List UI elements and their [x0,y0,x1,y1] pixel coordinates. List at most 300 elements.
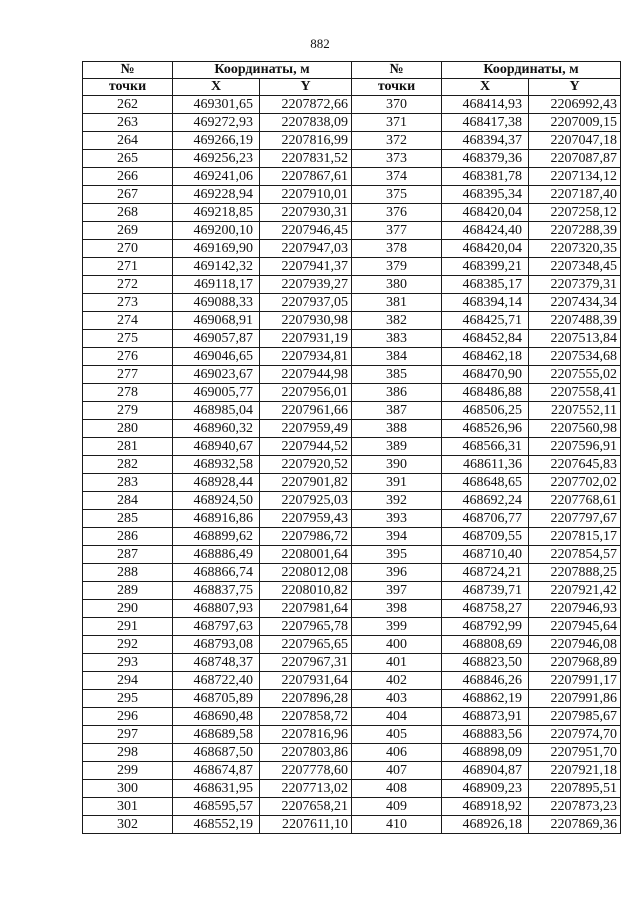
table-row [83,744,621,762]
y-value-right: 2206992,43 [529,96,621,114]
point-number-left: 265 [83,150,173,168]
y-value-right: 2207895,51 [529,780,621,798]
x-value-left: 468674,87 [173,762,260,780]
y-value-left: 2207961,66 [260,402,352,420]
y-value-left: 2207939,27 [260,276,352,294]
point-number-right: 386 [352,384,442,402]
header-row-top [83,62,621,79]
x-value-left: 469088,33 [173,294,260,312]
y-value-right: 2207951,70 [529,744,621,762]
point-number-left: 275 [83,330,173,348]
y-value-left: 2207944,98 [260,366,352,384]
point-number-left: 269 [83,222,173,240]
x-value-right: 468452,84 [442,330,529,348]
point-number-right: 405 [352,726,442,744]
point-number-left: 293 [83,654,173,672]
point-number-right: 410 [352,816,442,834]
header-y-left: Y [260,79,352,96]
point-number-right: 396 [352,564,442,582]
x-value-left: 468985,04 [173,402,260,420]
point-number-right: 385 [352,366,442,384]
x-value-right: 468506,25 [442,402,529,420]
table-row [83,708,621,726]
y-value-left: 2207959,43 [260,510,352,528]
point-number-right: 408 [352,780,442,798]
table-row [83,438,621,456]
y-value-left: 2207981,64 [260,600,352,618]
y-value-right: 2207873,23 [529,798,621,816]
x-value-right: 468486,88 [442,384,529,402]
point-number-left: 292 [83,636,173,654]
table-row [83,474,621,492]
y-value-left: 2207965,78 [260,618,352,636]
x-value-right: 468420,04 [442,204,529,222]
point-number-left: 278 [83,384,173,402]
x-value-right: 468385,17 [442,276,529,294]
y-value-right: 2207991,86 [529,690,621,708]
table-row [83,240,621,258]
point-number-left: 299 [83,762,173,780]
x-value-right: 468918,92 [442,798,529,816]
point-number-left: 289 [83,582,173,600]
point-number-left: 270 [83,240,173,258]
point-number-right: 384 [352,348,442,366]
y-value-left: 2207986,72 [260,528,352,546]
table-row [83,546,621,564]
x-value-right: 468710,40 [442,546,529,564]
x-value-left: 469200,10 [173,222,260,240]
point-number-right: 374 [352,168,442,186]
x-value-right: 468724,21 [442,564,529,582]
point-number-right: 382 [352,312,442,330]
y-value-right: 2207945,64 [529,618,621,636]
y-value-left: 2207930,31 [260,204,352,222]
y-value-right: 2207854,57 [529,546,621,564]
table-row [83,204,621,222]
y-value-right: 2207134,12 [529,168,621,186]
point-number-left: 268 [83,204,173,222]
table-row [83,528,621,546]
point-number-right: 375 [352,186,442,204]
y-value-left: 2207872,66 [260,96,352,114]
x-value-left: 468886,49 [173,546,260,564]
point-number-left: 294 [83,672,173,690]
x-value-right: 468425,71 [442,312,529,330]
point-number-right: 394 [352,528,442,546]
y-value-left: 2207965,65 [260,636,352,654]
x-value-right: 468462,18 [442,348,529,366]
x-value-right: 468926,18 [442,816,529,834]
y-value-right: 2207991,17 [529,672,621,690]
x-value-left: 468807,93 [173,600,260,618]
y-value-left: 2207803,86 [260,744,352,762]
table-row [83,600,621,618]
y-value-left: 2207941,37 [260,258,352,276]
x-value-right: 468379,36 [442,150,529,168]
point-number-left: 284 [83,492,173,510]
point-number-left: 279 [83,402,173,420]
y-value-right: 2207815,17 [529,528,621,546]
x-value-left: 468748,37 [173,654,260,672]
header-y-right: Y [529,79,621,96]
table-body [83,96,621,834]
x-value-left: 468552,19 [173,816,260,834]
x-value-right: 468566,31 [442,438,529,456]
x-value-right: 468862,19 [442,690,529,708]
header-row-bottom [83,79,621,96]
x-value-left: 468690,48 [173,708,260,726]
x-value-left: 468932,58 [173,456,260,474]
y-value-right: 2207968,89 [529,654,621,672]
x-value-left: 469301,65 [173,96,260,114]
y-value-right: 2207869,36 [529,816,621,834]
x-value-left: 469256,23 [173,150,260,168]
y-value-right: 2207921,18 [529,762,621,780]
y-value-right: 2207552,11 [529,402,621,420]
table-row [83,690,621,708]
point-number-left: 297 [83,726,173,744]
x-value-left: 468916,86 [173,510,260,528]
y-value-left: 2207611,10 [260,816,352,834]
point-number-right: 388 [352,420,442,438]
x-value-left: 468595,57 [173,798,260,816]
point-number-left: 273 [83,294,173,312]
x-value-left: 469228,94 [173,186,260,204]
table-row [83,384,621,402]
point-number-left: 291 [83,618,173,636]
y-value-left: 2207946,45 [260,222,352,240]
table-row [83,798,621,816]
point-number-left: 264 [83,132,173,150]
point-number-right: 370 [352,96,442,114]
header-x-right: X [442,79,529,96]
point-number-right: 380 [352,276,442,294]
x-value-right: 468424,40 [442,222,529,240]
y-value-left: 2207816,99 [260,132,352,150]
point-number-right: 391 [352,474,442,492]
table-row [83,186,621,204]
y-value-right: 2207558,41 [529,384,621,402]
point-number-left: 290 [83,600,173,618]
y-value-right: 2207009,15 [529,114,621,132]
point-number-right: 409 [352,798,442,816]
table-row [83,654,621,672]
point-number-right: 399 [352,618,442,636]
x-value-right: 468470,90 [442,366,529,384]
x-value-left: 469118,17 [173,276,260,294]
point-number-right: 406 [352,744,442,762]
x-value-right: 468648,65 [442,474,529,492]
x-value-left: 468687,50 [173,744,260,762]
x-value-right: 468706,77 [442,510,529,528]
y-value-left: 2207956,01 [260,384,352,402]
x-value-left: 469142,32 [173,258,260,276]
table-row [83,348,621,366]
x-value-left: 468928,44 [173,474,260,492]
x-value-right: 468823,50 [442,654,529,672]
table-row [83,330,621,348]
point-number-right: 371 [352,114,442,132]
table-row [83,114,621,132]
y-value-left: 2207947,03 [260,240,352,258]
point-number-right: 390 [352,456,442,474]
y-value-left: 2207931,19 [260,330,352,348]
x-value-right: 468395,34 [442,186,529,204]
header-point-label-left: точки [83,79,173,96]
x-value-left: 469005,77 [173,384,260,402]
page-number: 882 [310,36,330,51]
y-value-right: 2207320,35 [529,240,621,258]
table-row [83,222,621,240]
x-value-right: 468417,38 [442,114,529,132]
point-number-right: 395 [352,546,442,564]
table-row [83,582,621,600]
x-value-right: 468898,09 [442,744,529,762]
y-value-right: 2207645,83 [529,456,621,474]
table-row [83,618,621,636]
x-value-left: 468866,74 [173,564,260,582]
header-coordinates-left: Координаты, м [173,62,352,79]
table-row [83,564,621,582]
table-row [83,816,621,834]
y-value-left: 2207925,03 [260,492,352,510]
table-row [83,132,621,150]
y-value-right: 2207348,45 [529,258,621,276]
x-value-right: 468611,36 [442,456,529,474]
point-number-left: 271 [83,258,173,276]
y-value-left: 2207930,98 [260,312,352,330]
y-value-left: 2207831,52 [260,150,352,168]
table-row [83,294,621,312]
y-value-right: 2207768,61 [529,492,621,510]
x-value-right: 468420,04 [442,240,529,258]
table-row [83,366,621,384]
y-value-right: 2207888,25 [529,564,621,582]
table-row [83,276,621,294]
point-number-right: 402 [352,672,442,690]
point-number-right: 404 [352,708,442,726]
x-value-left: 468960,32 [173,420,260,438]
point-number-right: 397 [352,582,442,600]
x-value-left: 468722,40 [173,672,260,690]
table-row [83,402,621,420]
point-number-right: 398 [352,600,442,618]
x-value-right: 468739,71 [442,582,529,600]
header-point-label-right: точки [352,79,442,96]
x-value-right: 468692,24 [442,492,529,510]
x-value-right: 468414,93 [442,96,529,114]
point-number-right: 372 [352,132,442,150]
y-value-right: 2207534,68 [529,348,621,366]
point-number-right: 403 [352,690,442,708]
coordinates-table [82,61,621,834]
point-number-right: 389 [352,438,442,456]
table-row [83,780,621,798]
header-coordinates-right: Координаты, м [442,62,621,79]
y-value-right: 2207974,70 [529,726,621,744]
x-value-left: 468899,62 [173,528,260,546]
y-value-right: 2207985,67 [529,708,621,726]
y-value-right: 2207513,84 [529,330,621,348]
header-point-number-left: № [83,62,173,79]
point-number-left: 274 [83,312,173,330]
x-value-right: 468873,91 [442,708,529,726]
point-number-left: 302 [83,816,173,834]
y-value-right: 2207946,08 [529,636,621,654]
point-number-right: 373 [352,150,442,168]
point-number-left: 295 [83,690,173,708]
table-row [83,96,621,114]
x-value-left: 469068,91 [173,312,260,330]
table-row [83,672,621,690]
y-value-left: 2207816,96 [260,726,352,744]
y-value-left: 2207778,60 [260,762,352,780]
y-value-left: 2207944,52 [260,438,352,456]
x-value-left: 468631,95 [173,780,260,798]
y-value-left: 2207934,81 [260,348,352,366]
x-value-left: 468689,58 [173,726,260,744]
point-number-right: 407 [352,762,442,780]
point-number-right: 381 [352,294,442,312]
point-number-left: 282 [83,456,173,474]
x-value-left: 469272,93 [173,114,260,132]
point-number-right: 401 [352,654,442,672]
x-value-left: 469169,90 [173,240,260,258]
point-number-right: 377 [352,222,442,240]
y-value-left: 2208010,82 [260,582,352,600]
x-value-left: 468793,08 [173,636,260,654]
y-value-right: 2207258,12 [529,204,621,222]
x-value-left: 468837,75 [173,582,260,600]
point-number-left: 272 [83,276,173,294]
y-value-right: 2207288,39 [529,222,621,240]
y-value-left: 2207901,82 [260,474,352,492]
y-value-right: 2207488,39 [529,312,621,330]
header-x-left: X [173,79,260,96]
table-row [83,420,621,438]
point-number-left: 262 [83,96,173,114]
x-value-left: 469218,85 [173,204,260,222]
x-value-right: 468394,14 [442,294,529,312]
y-value-left: 2207896,28 [260,690,352,708]
point-number-left: 281 [83,438,173,456]
y-value-right: 2207047,18 [529,132,621,150]
y-value-left: 2208001,64 [260,546,352,564]
y-value-left: 2207967,31 [260,654,352,672]
point-number-right: 379 [352,258,442,276]
x-value-left: 469241,06 [173,168,260,186]
point-number-right: 393 [352,510,442,528]
y-value-left: 2207931,64 [260,672,352,690]
point-number-left: 288 [83,564,173,582]
y-value-left: 2207838,09 [260,114,352,132]
y-value-left: 2207867,61 [260,168,352,186]
y-value-right: 2207921,42 [529,582,621,600]
x-value-left: 468924,50 [173,492,260,510]
point-number-left: 285 [83,510,173,528]
y-value-right: 2207702,02 [529,474,621,492]
x-value-left: 469023,67 [173,366,260,384]
x-value-right: 468381,78 [442,168,529,186]
table-row [83,636,621,654]
header-point-number-right: № [352,62,442,79]
point-number-left: 283 [83,474,173,492]
y-value-left: 2207858,72 [260,708,352,726]
y-value-left: 2207920,52 [260,456,352,474]
point-number-right: 376 [352,204,442,222]
point-number-right: 392 [352,492,442,510]
y-value-right: 2207187,40 [529,186,621,204]
y-value-left: 2207937,05 [260,294,352,312]
x-value-right: 468792,99 [442,618,529,636]
y-value-right: 2207946,93 [529,600,621,618]
x-value-left: 468797,63 [173,618,260,636]
x-value-right: 468909,23 [442,780,529,798]
point-number-right: 383 [352,330,442,348]
x-value-right: 468399,21 [442,258,529,276]
x-value-left: 469266,19 [173,132,260,150]
table-row [83,762,621,780]
x-value-left: 469046,65 [173,348,260,366]
table-row [83,258,621,276]
point-number-right: 387 [352,402,442,420]
point-number-left: 276 [83,348,173,366]
x-value-right: 468758,27 [442,600,529,618]
y-value-left: 2207713,02 [260,780,352,798]
point-number-left: 267 [83,186,173,204]
table-row [83,726,621,744]
point-number-left: 287 [83,546,173,564]
point-number-left: 296 [83,708,173,726]
point-number-right: 400 [352,636,442,654]
point-number-left: 277 [83,366,173,384]
table-row [83,168,621,186]
x-value-left: 469057,87 [173,330,260,348]
y-value-left: 2207658,21 [260,798,352,816]
point-number-left: 300 [83,780,173,798]
x-value-left: 468940,67 [173,438,260,456]
y-value-right: 2207087,87 [529,150,621,168]
point-number-left: 298 [83,744,173,762]
y-value-left: 2208012,08 [260,564,352,582]
table-row [83,492,621,510]
y-value-right: 2207560,98 [529,420,621,438]
x-value-right: 468883,56 [442,726,529,744]
point-number-right: 378 [352,240,442,258]
x-value-right: 468846,26 [442,672,529,690]
x-value-right: 468709,55 [442,528,529,546]
table-row [83,456,621,474]
y-value-left: 2207959,49 [260,420,352,438]
point-number-left: 263 [83,114,173,132]
x-value-right: 468808,69 [442,636,529,654]
point-number-left: 301 [83,798,173,816]
y-value-right: 2207434,34 [529,294,621,312]
x-value-right: 468526,96 [442,420,529,438]
y-value-left: 2207910,01 [260,186,352,204]
x-value-right: 468904,87 [442,762,529,780]
point-number-left: 286 [83,528,173,546]
point-number-left: 266 [83,168,173,186]
y-value-right: 2207797,67 [529,510,621,528]
table-header [83,62,621,96]
point-number-left: 280 [83,420,173,438]
table-row [83,510,621,528]
x-value-right: 468394,37 [442,132,529,150]
table-row [83,312,621,330]
x-value-left: 468705,89 [173,690,260,708]
table-row [83,150,621,168]
